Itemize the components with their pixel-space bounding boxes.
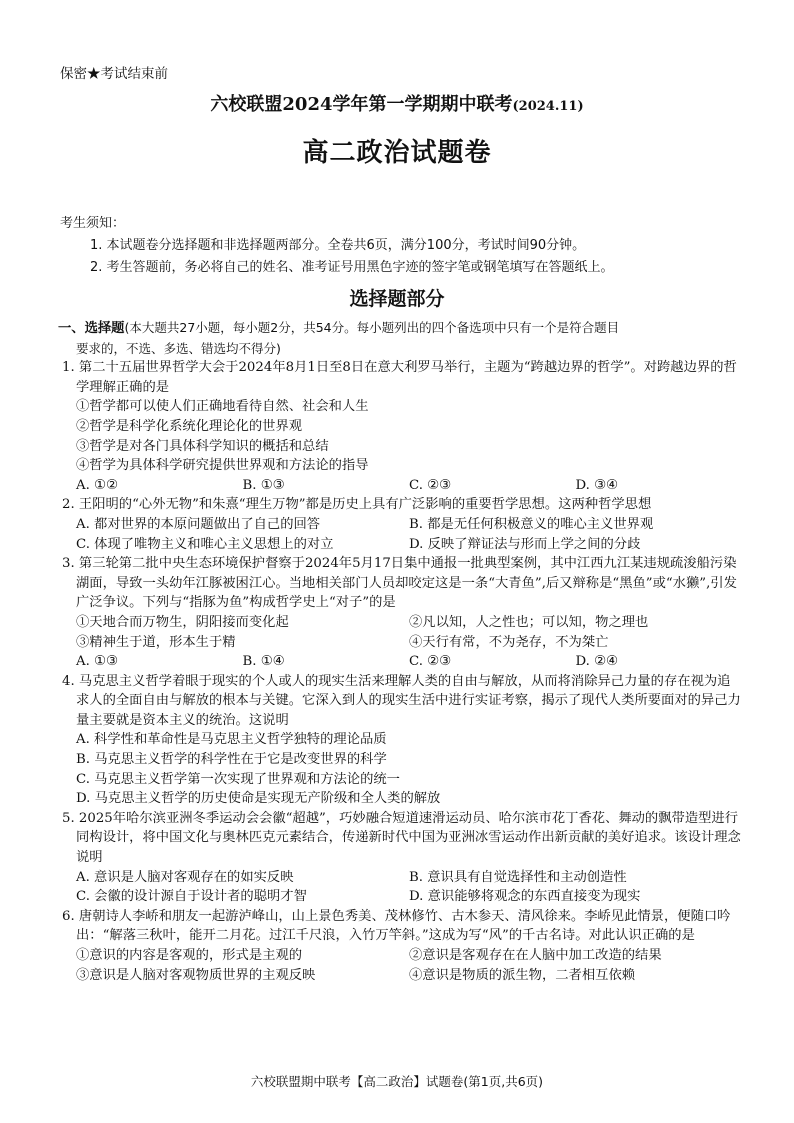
statement-item: ①哲学都可以使人们正确地看待自然、社会和人生	[76, 399, 369, 415]
question-4	[62, 672, 742, 809]
choice-d: D. ③④	[575, 477, 618, 493]
choice-b: B. ①③	[242, 477, 285, 493]
choice-a: A. 意识是人脑对客观存在的如实反映	[76, 869, 294, 885]
exam-title	[0, 90, 794, 116]
statement-row	[62, 966, 742, 986]
choice-row	[62, 868, 742, 888]
part-header	[58, 318, 742, 339]
choice-b: B. 意识具有自觉选择性和主动创造性	[409, 869, 627, 885]
choice-c: C. ②③	[409, 654, 451, 670]
question-6	[62, 907, 742, 985]
statement-item: ②凡以知，人之性也；可以知，物之理也	[409, 614, 649, 630]
choice-b: B. 都是无任何积极意义的唯心主义世界观	[409, 516, 654, 532]
section-title: 选择题部分	[349, 288, 445, 310]
question-stem: 4. 马克思主义哲学着眼于现实的个人或人的现实生活来理解人类的自由与解放，从而将消除异己力量的存在视为追求人的全面自由与解放的根本与关键。它深入到人的现实生活中进行实证考察，揭示了现代人类所要面对的异己力量主要就是资本主义的统治。这说明	[62, 673, 741, 728]
part-hint-1: (本大题共27小题，每小题2分，共54分。每小题列出的四个备选项中只有一个是符合题目	[124, 320, 620, 335]
choice-c: C. ②③	[409, 477, 451, 493]
choice-a: A. ①③	[76, 654, 118, 670]
question-2	[62, 495, 742, 554]
question-stem: 2. 王阳明的“心外无物”和朱熹“理生万物”都是历史上具有广泛影响的重要哲学思想。这两种哲学思想	[62, 497, 652, 513]
statement-item: ④天行有常，不为尧存，不为桀亡	[409, 634, 609, 650]
choice-c: C. 体现了唯物主义和唯心主义思想上的对立	[76, 536, 334, 552]
statement-item: ③哲学是对各门具体科学知识的概括和总结	[76, 438, 329, 454]
page-footer: 六校联盟期中联考【高二政治】试题卷(第1页,共6页)	[250, 1074, 544, 1089]
statement-item: ③意识是人脑对客观物质世界的主观反映	[76, 967, 316, 983]
statement-item: ②哲学是科学化系统化理论化的世界观	[76, 418, 303, 434]
notice-item-2: 2. 考生答题前，务必将自己的姓名、准考证号用黑色字迹的签字笔或钢笔填写在答题纸上。	[90, 260, 614, 275]
statement-item: ①意识的内容是客观的，形式是主观的	[76, 948, 303, 963]
part-hint-2: 要求的，不选、多选、错选均不得分)	[76, 340, 281, 356]
choice-row	[62, 652, 742, 672]
notice-item-1: 1. 本试题卷分选择题和非选择题两部分。全卷共6页，满分100分，考试时间90分钟。	[90, 238, 586, 253]
question-5	[62, 809, 742, 907]
statement-item: ①天地合而万物生，阴阳接而变化起	[76, 614, 289, 630]
statement-item: ③精神生于道，形本生于精	[76, 634, 236, 650]
notice-heading: 考生须知：	[60, 216, 126, 231]
question-stem: 5. 2025年哈尔滨亚洲冬季运动会会徽“超越”，巧妙融合短道速滑运动员、哈尔滨市花丁香花、舞动的飘带造型进行同构设计，将中国文化与奥林匹克元素结合，传递新时代中国为亚洲冰雪运动作出新贡献的美好追求。该设计理念说明	[62, 810, 741, 866]
choice-row	[62, 535, 742, 555]
question-1	[62, 358, 742, 495]
choice-row	[62, 515, 742, 535]
exam-date: (2024.11)	[512, 99, 584, 114]
choice-d: D. 马克思主义哲学的历史使命是实现无产阶级和全人类的解放	[76, 791, 441, 807]
choice-d: D. 意识能够将观念的东西直接变为现实	[409, 889, 641, 905]
choice-a: A. 科学性和革命性是马克思主义哲学独特的理论品质	[76, 732, 387, 748]
question-stem: 1. 第二十五届世界哲学大会于2024年8月1日至8日在意大利罗马举行，主题为“跨越边界的哲学”。对跨越边界的哲学理解正确的是	[62, 360, 737, 395]
choice-c: C. 马克思主义哲学第一次实现了世界观和方法论的统一	[76, 771, 400, 787]
choice-row	[62, 476, 742, 496]
candidate-notice	[60, 213, 614, 279]
question-stem: 6. 唐朝诗人李峤和朋友一起游泸峰山，山上景色秀美、茂林修竹、古木参天、清风徐来。李峤见此情景，便随口吟出：“解落三秋叶，能开二月花。过江千尺浪，入竹万竿斜。”这成为写“风”的千古名诗。对此认识正确的是	[62, 908, 731, 944]
choice-a: A. ①②	[76, 477, 118, 493]
choice-b: B. ①④	[242, 654, 285, 670]
question-stem: 3. 第三轮第二批中央生态环境保护督察于2024年5月17日集中通报一批典型案例，其中江西九江某违规疏浚船污染湖面，导致一头幼年江豚被困江心。当地相关部门人员却咬定这是一条“大青鱼”,后又辩称是“黑鱼”或“水獭”,引发广泛争议。下列与“指豚为鱼”构成哲学史上“对子”的是	[62, 556, 737, 611]
statement-item: ④意识是物质的派生物，二者相互依赖	[409, 967, 636, 983]
exam-title-main: 六校联盟2024学年第一学期期中联考	[210, 94, 513, 115]
statement-row	[62, 946, 742, 966]
exam-subtitle: 高二政治试题卷	[302, 138, 492, 168]
choice-a: A. 都对世界的本原问题做出了自己的回答	[76, 516, 321, 532]
choice-c: C. 会徽的设计源自于设计者的聪明才智	[76, 889, 307, 905]
statement-item: ④哲学为具体科学研究提供世界观和方法论的指导	[76, 458, 369, 474]
choice-d: D. 反映了辩证法与形而上学之间的分歧	[409, 536, 641, 552]
confidential-mark: 保密★考试结束前	[60, 66, 168, 82]
choice-b: B. 马克思主义哲学的科学性在于它是改变世界的科学	[76, 752, 387, 768]
statement-item: ②意识是客观存在在人脑中加工改造的结果	[409, 948, 662, 963]
choice-d: D. ②④	[575, 654, 618, 670]
question-area	[58, 318, 742, 985]
question-3	[62, 554, 742, 672]
part-label: 一、选择题	[58, 321, 125, 336]
statement-row	[62, 633, 742, 653]
statement-row	[62, 613, 742, 633]
choice-row	[62, 887, 742, 907]
